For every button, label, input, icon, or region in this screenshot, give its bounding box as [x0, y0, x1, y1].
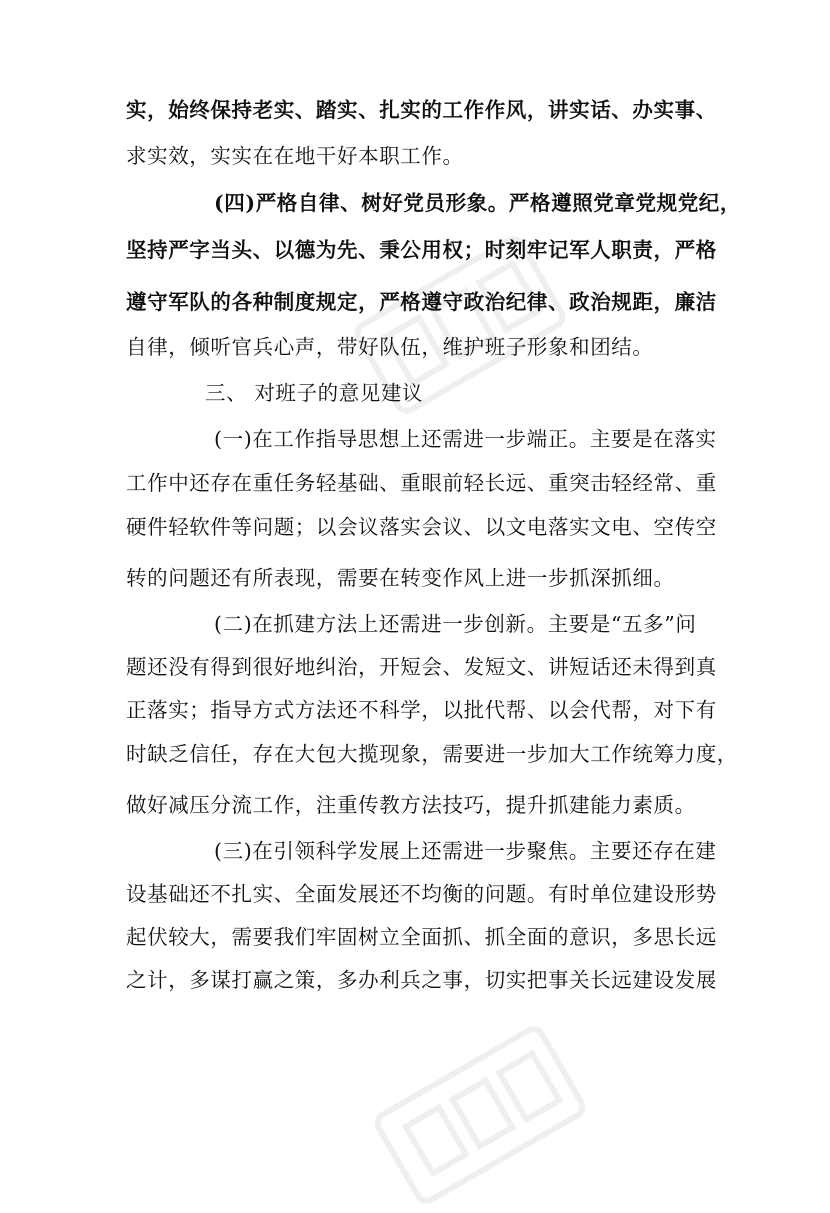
- paragraph-line: 求实效，实实在在地干好本职工作。: [126, 144, 464, 168]
- paragraph-line: 坚持严字当头、以德为先、秉公用权；时刻牢记军人职责，严格: [126, 238, 717, 262]
- paragraph-line: 遵守军队的各种制度规定，严格遵守政治纪律、政治规距，廉洁: [126, 290, 717, 314]
- section-heading: (四)严格自律、树好党员形象。严格遵照党章党规党纪，: [214, 191, 741, 215]
- paragraph-line: 转的问题还有所表现，需要在转变作风上进一步抓深抓细。: [126, 566, 675, 590]
- paragraph-line: 题还没有得到很好地纠治，开短会、发短文、讲短话还未得到真: [126, 655, 717, 679]
- paragraph-line: 自律，倾听官兵心声，带好队伍，维护班子形象和团结。: [126, 335, 654, 359]
- paragraph-line: 工作中还存在重任务轻基础、重眼前轻长远、重突击轻经常、重: [126, 471, 717, 495]
- watermark-logo-icon: [366, 1017, 594, 1212]
- paragraph-line: (二)在抓建方法上还需进一步创新。主要是“五多”问: [214, 612, 697, 636]
- paragraph-line: 起伏较大，需要我们牢固树立全面抓、抓全面的意识，多思长远: [126, 925, 717, 949]
- paragraph-line: 时缺乏信任，存在大包大揽现象，需要进一步加大工作统筹力度，: [126, 742, 738, 766]
- paragraph-line: (三)在引领科学发展上还需进一步聚焦。主要还存在建: [214, 839, 717, 863]
- paragraph-line: 正落实；指导方式方法还不科学，以批代帮、以会代帮，对下有: [126, 698, 717, 722]
- paragraph-line: (一)在工作指导思想上还需进一步端正。主要是在落实: [214, 427, 717, 451]
- paragraph-line: 做好减压分流工作，注重传教方法技巧，提升抓建能力素质。: [126, 793, 696, 817]
- paragraph-line: 之计，多谋打赢之策，多办利兵之事，切实把事关长远建设发展: [126, 968, 717, 992]
- paragraph-line: 实，始终保持老实、踏实、扎实的工作作风，讲实话、办实事、: [126, 98, 717, 122]
- paragraph-line: 设基础还不扎实、全面发展还不均衡的问题。有时单位建设形势: [126, 882, 717, 906]
- section-heading: 三、 对班子的意见建议: [205, 381, 424, 405]
- paragraph-line: 硬件轻软件等问题；以会议落实会议、以文电落实文电、空传空: [126, 515, 717, 539]
